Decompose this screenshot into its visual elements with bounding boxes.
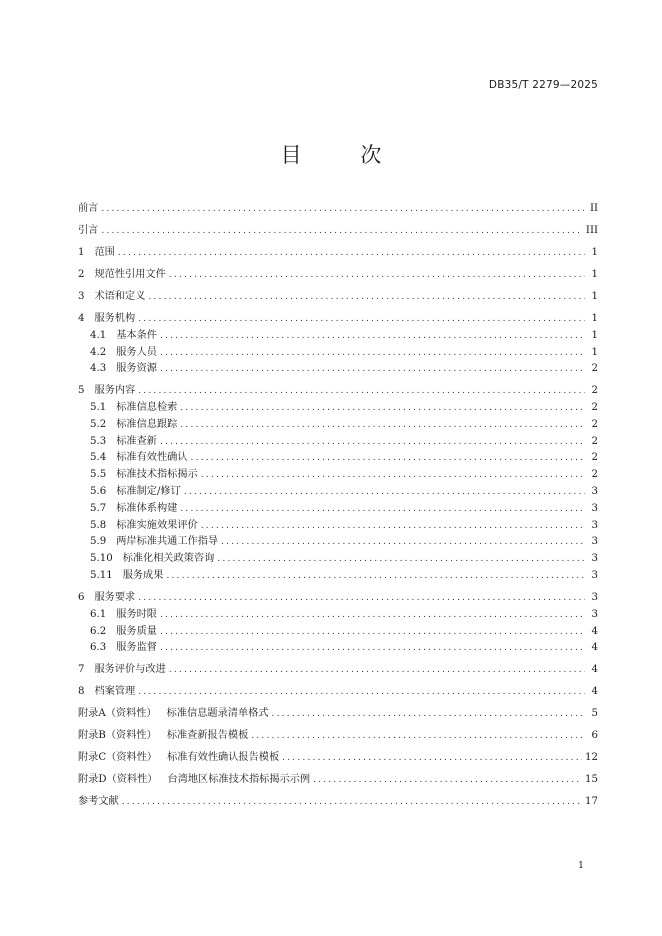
toc-entry-text: 标准技术指标揭示 (116, 469, 198, 481)
toc-leader-dots (221, 534, 585, 550)
toc-entry-label (78, 551, 214, 567)
toc-entry-number: 5 (78, 385, 85, 397)
toc-entry-label (78, 607, 157, 623)
toc-entry-page: 6 (591, 730, 598, 742)
toc-entry-text: 服务资源 (116, 363, 157, 375)
toc-entry[interactable] (78, 289, 598, 306)
toc-entry[interactable] (78, 201, 598, 218)
toc-entry-page: 5 (591, 708, 598, 720)
toc-leader-dots (160, 434, 585, 450)
toc-entry[interactable] (78, 484, 598, 501)
toc-entry-number: 6 (78, 592, 85, 604)
toc-entry-number: 5.5 (90, 469, 107, 481)
toc-entry-label (78, 245, 115, 261)
toc-leader-dots (169, 662, 585, 678)
toc-entry-page: 1 (591, 346, 598, 358)
toc-entry-number: 6.1 (90, 608, 107, 620)
toc-entry-label (78, 684, 135, 700)
toc-entry-text: 基本条件 (116, 329, 157, 341)
toc-entry-text: 服务机构 (94, 312, 136, 324)
toc-entry[interactable] (78, 684, 598, 701)
toc-entry[interactable] (78, 640, 598, 657)
toc-entry-number: 6.3 (90, 642, 107, 654)
toc-entry-label (78, 590, 135, 606)
toc-entry[interactable] (78, 245, 598, 262)
toc-entry-text: 服务内容 (94, 385, 136, 397)
toc-leader-dots (166, 568, 585, 584)
toc-leader-dots (138, 684, 585, 700)
toc-entry-label (78, 772, 310, 788)
toc-entry-number: 8 (78, 686, 85, 698)
toc-leader-dots (160, 640, 585, 656)
toc-entry-page: 3 (591, 570, 598, 582)
toc-entry-page: 1 (591, 329, 598, 341)
toc-entry[interactable] (78, 267, 598, 284)
toc-entry[interactable] (78, 400, 598, 417)
toc-leader-dots (272, 706, 585, 722)
toc-entry-number: 7 (78, 664, 85, 676)
toc-entry-text: 服务评价与改进 (94, 664, 166, 676)
toc-entry-page: 17 (585, 796, 598, 808)
toc-entry-number: 4 (78, 312, 85, 324)
toc-entry-label (78, 501, 177, 517)
toc-entry-text: 标准信息检索 (116, 402, 178, 414)
toc-entry-page: 2 (591, 402, 598, 414)
toc-entry-label (78, 624, 157, 640)
toc-entry-text: 档案管理 (94, 686, 136, 698)
toc-entry[interactable] (78, 417, 598, 434)
toc-entry-label (78, 706, 269, 722)
toc-leader-dots (169, 267, 585, 283)
toc-entry-text: 规范性引用文件 (94, 268, 166, 280)
toc-leader-dots (180, 417, 585, 433)
toc-entry-text: 标准制定/修订 (116, 486, 181, 498)
toc-entry-page: 3 (591, 486, 598, 498)
toc-leader-dots (184, 484, 585, 500)
toc-entry-page: 4 (591, 686, 598, 698)
toc-entry[interactable] (78, 450, 598, 467)
toc-leader-dots (138, 590, 585, 606)
toc-entry[interactable] (78, 728, 598, 745)
toc-leader-dots (251, 728, 585, 744)
toc-leader-dots (201, 467, 585, 483)
toc-entry-number: 5.10 (90, 553, 113, 565)
toc-entry-number: 5.11 (90, 570, 113, 582)
toc-leader-dots (148, 289, 585, 305)
toc-leader-dots (122, 794, 582, 810)
toc-entry-label (78, 311, 135, 327)
toc-entry-label (78, 640, 157, 656)
toc-leader-dots (101, 201, 585, 217)
toc-leader-dots (180, 400, 585, 416)
toc-entry-text: 标准查新 (116, 435, 157, 447)
toc-entry-number: 3 (78, 290, 85, 302)
toc-entry-label (78, 328, 157, 344)
toc-entry-label (78, 223, 98, 239)
toc-entry-page: 2 (591, 363, 598, 375)
toc-leader-dots (160, 361, 585, 377)
toc-entry-label (78, 289, 145, 305)
toc-entry-label (78, 361, 157, 377)
toc-entry-text: 标准有效性确认 (116, 452, 188, 464)
toc-entry-page: 2 (591, 452, 598, 464)
toc-entry-page: 1 (591, 290, 598, 302)
toc-entry-label (78, 467, 198, 483)
toc-leader-dots (160, 328, 585, 344)
toc-entry-number: 4.1 (90, 329, 107, 341)
toc-entry-label (78, 345, 157, 361)
toc-leader-dots (217, 551, 585, 567)
toc-entry-label (78, 484, 181, 500)
toc-entry[interactable] (78, 534, 598, 551)
toc-entry-label (78, 534, 218, 550)
toc-entry-text: 服务监督 (116, 642, 157, 654)
toc-entry-text: 标准实施效果评价 (116, 519, 198, 531)
toc-entry-page: 3 (591, 519, 598, 531)
toc-entry-text: 范围 (94, 246, 115, 258)
toc-entry-page: 15 (585, 774, 598, 786)
page-number: 1 (577, 860, 584, 871)
toc-entry-text: 标准信息跟踪 (116, 418, 178, 430)
toc-entry[interactable] (78, 607, 598, 624)
toc-entry-page: 3 (591, 536, 598, 548)
toc-entry-page: 2 (591, 418, 598, 430)
toc-entry-text: 标准体系构建 (116, 502, 178, 514)
toc-entry-page: 3 (591, 608, 598, 620)
toc-entry-text: 服务要求 (94, 592, 136, 604)
toc-leader-dots (138, 311, 585, 327)
toc-entry[interactable] (78, 223, 598, 240)
toc-entry[interactable] (78, 434, 598, 451)
toc-entry-number: 1 (78, 246, 85, 258)
toc-entry-page: 1 (591, 312, 598, 324)
toc-leader-dots (180, 501, 585, 517)
toc-leader-dots (191, 450, 585, 466)
toc-leader-dots (101, 223, 583, 239)
toc-entry-number: 2 (78, 268, 85, 280)
toc-entry-text: 标准化相关政策咨询 (122, 553, 215, 565)
document-code: DB35/T 2279—2025 (488, 79, 598, 91)
toc-leader-dots (160, 624, 585, 640)
toc-entry-page: III (585, 224, 598, 236)
toc-leader-dots (313, 772, 582, 788)
toc-entry[interactable] (78, 345, 598, 362)
toc-entry-number: 5.7 (90, 502, 107, 514)
toc-entry-label (78, 434, 157, 450)
toc-entry[interactable] (78, 568, 598, 585)
toc-entry-text: 前言 (78, 203, 99, 214)
toc-entry-label (78, 417, 177, 433)
toc-entry[interactable] (78, 750, 598, 767)
toc-entry-number: 5.8 (90, 519, 107, 531)
toc-entry-number: 5.2 (90, 418, 107, 430)
toc-leader-dots (138, 383, 585, 399)
toc-entry-number: 4.2 (90, 346, 107, 358)
toc-entry-text: 术语和定义 (94, 290, 146, 302)
toc-entry-text: 服务人员 (116, 346, 157, 358)
toc-entry-text: 引言 (78, 224, 99, 236)
toc-entry-number: 5.3 (90, 435, 107, 447)
toc-entry[interactable] (78, 772, 598, 789)
toc-entry[interactable] (78, 590, 598, 607)
toc-entry[interactable] (78, 706, 598, 723)
toc-entry-label (78, 662, 166, 678)
toc-entry-page: 12 (585, 752, 598, 764)
toc-entry-number: 附录A（资料性） (78, 708, 157, 720)
toc-entry-label (78, 750, 279, 766)
toc-entry-page: 3 (591, 553, 598, 565)
toc-entry-text: 标准信息题录清单格式 (166, 708, 269, 720)
toc-entry-number: 5.4 (90, 452, 107, 464)
toc-entry-number: 5.9 (90, 536, 107, 548)
toc-entry-text: 参考文献 (78, 796, 119, 808)
toc-entry[interactable] (78, 794, 598, 811)
toc-entry[interactable] (78, 361, 598, 378)
toc-entry[interactable] (78, 501, 598, 518)
toc-entry-page: 3 (591, 502, 598, 514)
toc-leader-dots (160, 345, 585, 361)
toc-entry-page: 4 (591, 664, 598, 676)
toc-entry-number: 附录B（资料性） (78, 730, 157, 742)
toc-entry-number: 4.3 (90, 363, 107, 375)
toc-entry-page: 3 (591, 592, 598, 604)
toc-entry[interactable] (78, 311, 598, 328)
toc-entry-page: 2 (591, 469, 598, 481)
page-title: 目 次 (280, 143, 408, 167)
toc-leader-dots (118, 245, 585, 261)
toc-entry-text: 台湾地区标准技术指标揭示示例 (167, 774, 311, 786)
toc-entry-label (78, 794, 119, 810)
toc-entry-label (78, 728, 248, 744)
toc-entry-text: 标准有效性确认报告模板 (167, 752, 280, 764)
toc-entry-page: 2 (591, 385, 598, 397)
toc-entry-label (78, 400, 177, 416)
toc-entry-page: II (589, 203, 598, 214)
toc-entry-page: 2 (591, 435, 598, 447)
toc-entry-page: 1 (591, 268, 598, 280)
toc-entry-number: 5.6 (90, 486, 107, 498)
toc-entry-text: 服务时限 (116, 608, 157, 620)
toc-entry-number: 附录C（资料性） (78, 752, 158, 764)
toc-entry-number: 5.1 (90, 402, 107, 414)
toc-leader-dots (201, 518, 585, 534)
toc-entry-text: 服务质量 (116, 625, 157, 637)
toc-entry-label (78, 383, 135, 399)
toc-leader-dots (160, 607, 585, 623)
toc-entry-number: 6.2 (90, 625, 107, 637)
toc-entry-label (78, 201, 98, 217)
toc-entry-text: 服务成果 (122, 570, 164, 582)
toc-entry-page: 4 (591, 625, 598, 637)
toc-entry-page: 1 (591, 246, 598, 258)
toc-entry-text: 标准查新报告模板 (166, 730, 249, 742)
toc-entry-label (78, 568, 163, 584)
toc-entry[interactable] (78, 551, 598, 568)
toc-entry-number: 附录D（资料性） (78, 774, 158, 786)
toc-entry-label (78, 450, 188, 466)
toc-entry[interactable] (78, 624, 598, 641)
toc-entry[interactable] (78, 328, 598, 345)
toc-entry[interactable] (78, 467, 598, 484)
toc-entry[interactable] (78, 662, 598, 679)
toc-entry[interactable] (78, 383, 598, 400)
toc-entry-label (78, 518, 198, 534)
table-of-contents (78, 201, 598, 811)
toc-leader-dots (282, 750, 582, 766)
toc-entry-text: 两岸标准共通工作指导 (116, 536, 219, 548)
toc-entry-label (78, 267, 166, 283)
toc-entry-page: 4 (591, 642, 598, 654)
toc-entry[interactable] (78, 518, 598, 535)
